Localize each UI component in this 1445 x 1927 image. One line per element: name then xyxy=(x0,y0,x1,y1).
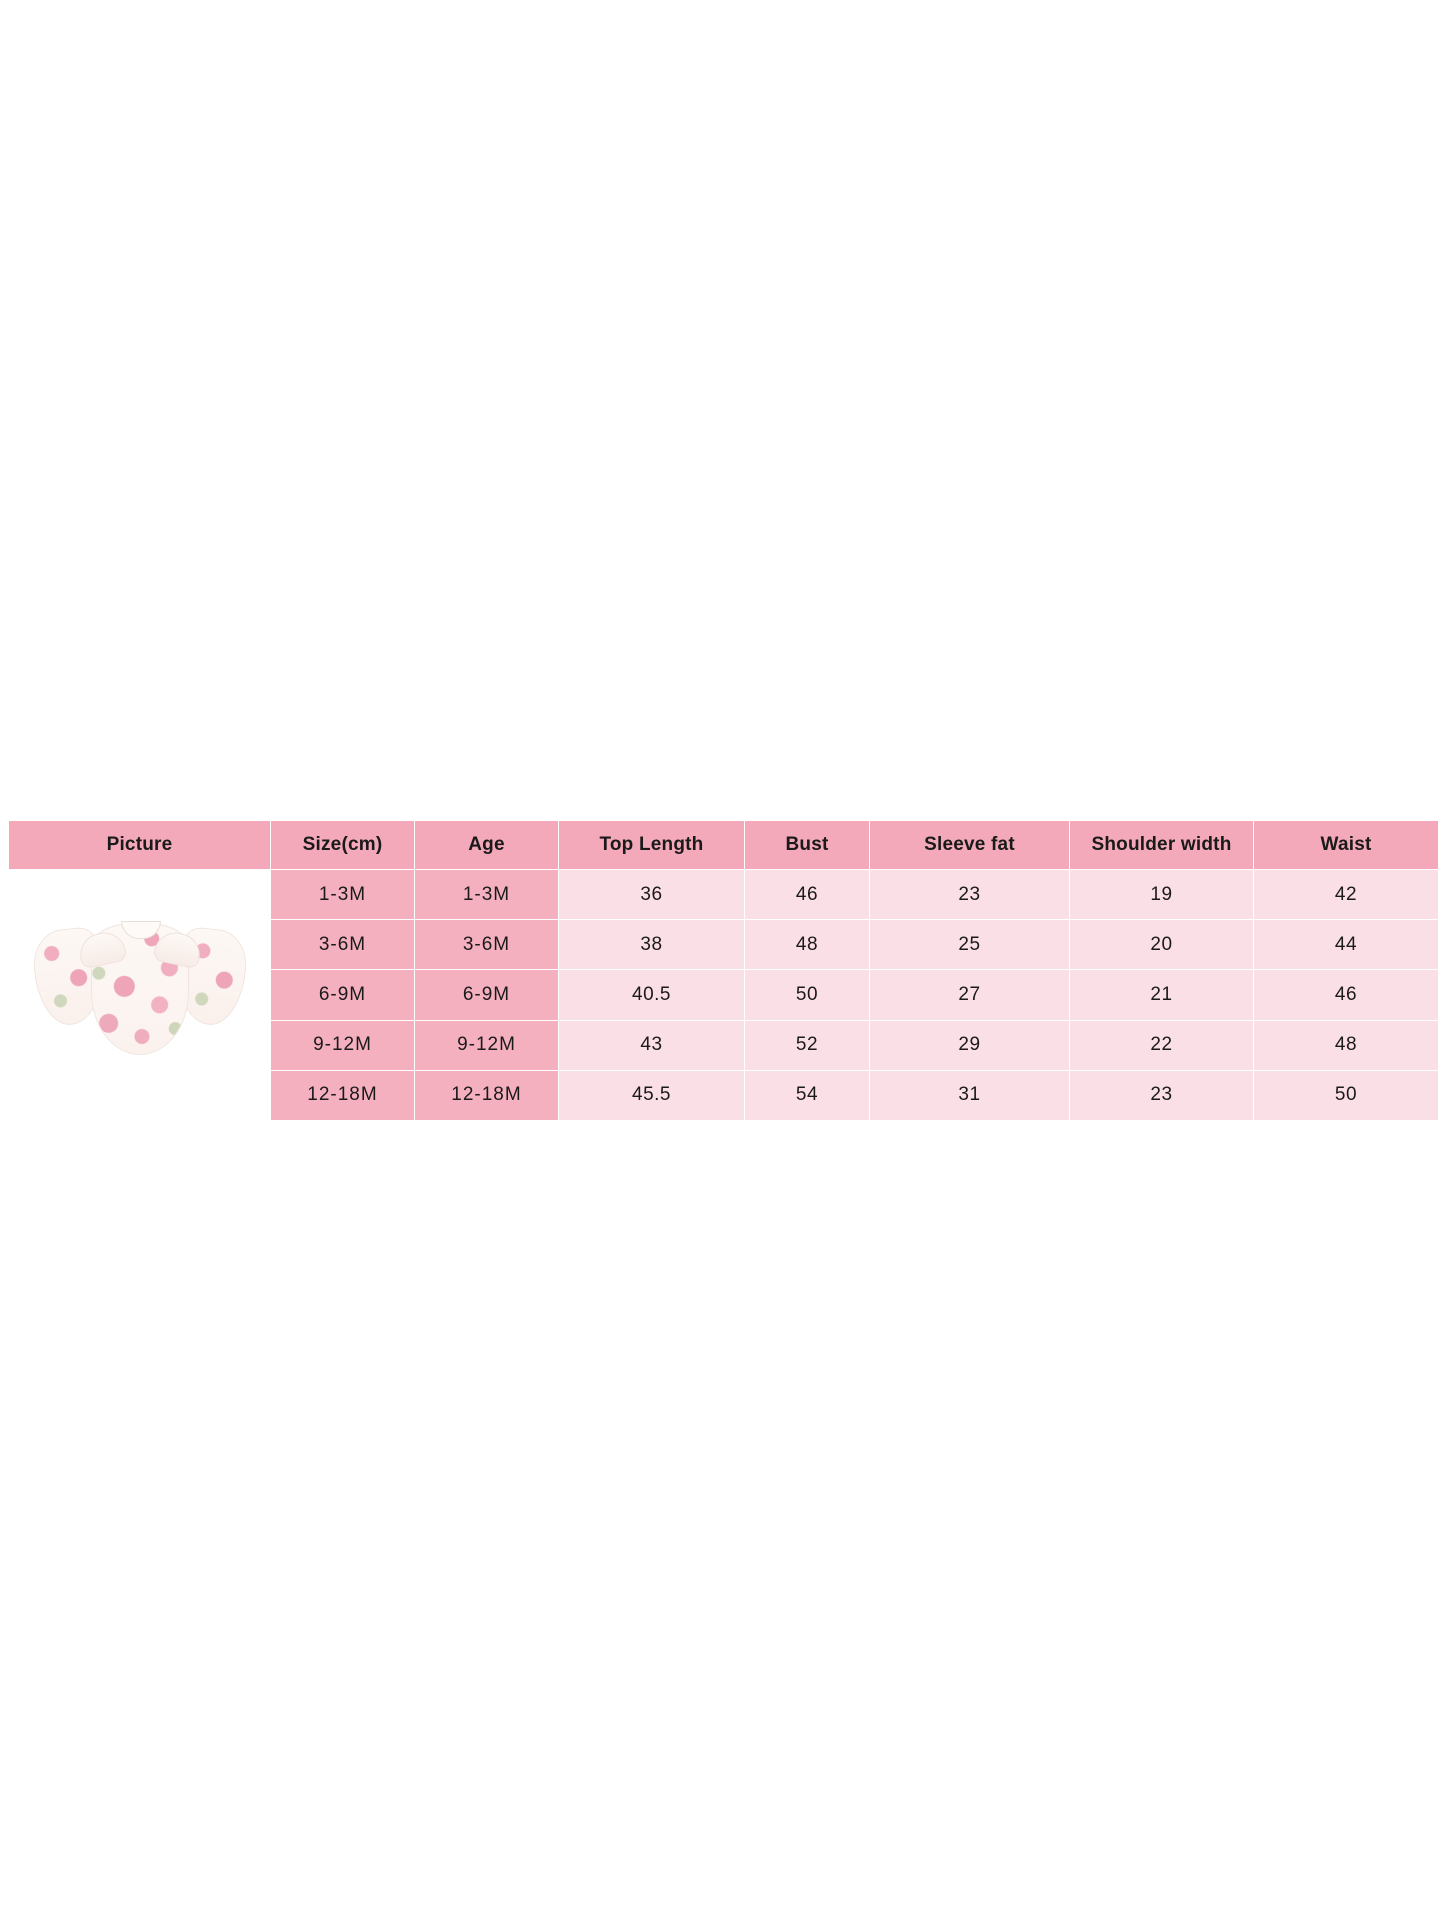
cell-waist: 48 xyxy=(1254,1020,1439,1070)
table-header-row xyxy=(9,821,1439,870)
column-header-picture: Picture xyxy=(9,821,271,870)
column-header-size: Size(cm) xyxy=(271,821,415,870)
cell-shoulder-width: 23 xyxy=(1070,1070,1254,1120)
cell-sleeve-fat: 27 xyxy=(870,970,1070,1020)
cell-shoulder-width: 20 xyxy=(1070,920,1254,970)
cell-top-length: 36 xyxy=(559,870,745,920)
column-header-sleeve-fat: Sleeve fat xyxy=(870,821,1070,870)
cell-shoulder-width: 22 xyxy=(1070,1020,1254,1070)
size-chart-table xyxy=(8,820,1439,1121)
cell-top-length: 38 xyxy=(559,920,745,970)
cell-bust: 52 xyxy=(745,1020,870,1070)
column-header-shoulder-width: Shoulder width xyxy=(1070,821,1254,870)
cell-age: 12-18M xyxy=(415,1070,559,1120)
cell-shoulder-width: 19 xyxy=(1070,870,1254,920)
cell-size: 9-12M xyxy=(271,1020,415,1070)
size-chart-container xyxy=(8,820,1438,1121)
cell-waist: 50 xyxy=(1254,1070,1439,1120)
cell-sleeve-fat: 23 xyxy=(870,870,1070,920)
cell-size: 3-6M xyxy=(271,920,415,970)
cell-bust: 50 xyxy=(745,970,870,1020)
cell-age: 3-6M xyxy=(415,920,559,970)
column-header-bust: Bust xyxy=(745,821,870,870)
product-image xyxy=(9,870,271,1120)
cell-age: 6-9M xyxy=(415,970,559,1020)
cell-top-length: 43 xyxy=(559,1020,745,1070)
table-row xyxy=(9,870,1439,920)
cell-size: 12-18M xyxy=(271,1070,415,1120)
cell-sleeve-fat: 29 xyxy=(870,1020,1070,1070)
cell-size: 6-9M xyxy=(271,970,415,1020)
cell-waist: 42 xyxy=(1254,870,1439,920)
cell-waist: 44 xyxy=(1254,920,1439,970)
cell-age: 9-12M xyxy=(415,1020,559,1070)
baby-romper-illustration xyxy=(33,915,247,1075)
cell-bust: 48 xyxy=(745,920,870,970)
product-image-cell xyxy=(9,870,271,1121)
cell-top-length: 40.5 xyxy=(559,970,745,1020)
cell-top-length: 45.5 xyxy=(559,1070,745,1120)
cell-sleeve-fat: 31 xyxy=(870,1070,1070,1120)
cell-age: 1-3M xyxy=(415,870,559,920)
cell-size: 1-3M xyxy=(271,870,415,920)
cell-sleeve-fat: 25 xyxy=(870,920,1070,970)
cell-bust: 54 xyxy=(745,1070,870,1120)
cell-bust: 46 xyxy=(745,870,870,920)
column-header-waist: Waist xyxy=(1254,821,1439,870)
column-header-age: Age xyxy=(415,821,559,870)
cell-waist: 46 xyxy=(1254,970,1439,1020)
cell-shoulder-width: 21 xyxy=(1070,970,1254,1020)
column-header-top-length: Top Length xyxy=(559,821,745,870)
